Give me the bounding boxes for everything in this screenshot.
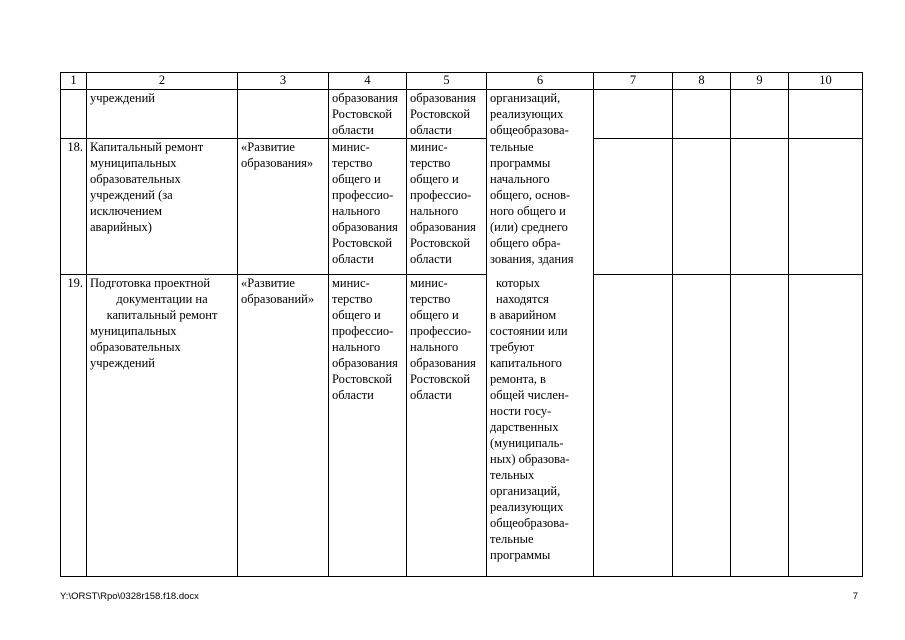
text-line: терство [332,292,373,306]
participant-cell [407,90,487,139]
text-line: общего и [410,308,459,322]
table-row [61,275,863,577]
text-line: области [332,252,374,266]
program-cell [238,139,329,275]
empty-cell [673,139,731,275]
header-col-6: 6 [487,73,594,90]
text-line: минис- [410,140,448,154]
text-line: общего и [410,172,459,186]
text-line: ных) образова- [490,451,570,466]
text-line: образования [332,356,398,370]
program-table [60,72,863,577]
text-line: терство [410,292,451,306]
text-line: организаций, [490,483,561,498]
text-line: требуют [490,339,535,354]
text-line: нального [332,340,381,354]
text-line: области [410,252,452,266]
header-col-7: 7 [594,73,673,90]
text-line: зования, здания [490,251,574,266]
indicator-cell [487,275,594,577]
text-line: нального [410,340,459,354]
text-line: дарственных [490,419,559,434]
indicator-cell [487,139,594,275]
text-line: общеобразова- [490,123,569,137]
text-line: (муниципаль- [490,435,564,450]
empty-cell [594,275,673,577]
table-row [61,90,863,139]
text-line: находятся [496,291,549,306]
text-line: общей числен- [490,387,569,402]
text-line: капитального [490,355,562,370]
text-line: образования [410,356,476,370]
header-col-5: 5 [407,73,487,90]
text-line: муниципальных [90,324,177,338]
text-line: (или) среднего [490,219,568,234]
text-line: Ростовской [410,107,471,121]
text-line: области [332,388,374,402]
text-line: нального [332,204,381,218]
empty-cell [789,90,863,139]
text-line: образований» [241,292,315,306]
empty-cell [731,90,789,139]
text-line: области [410,123,452,137]
text-line: образовательных [90,340,181,354]
row-number-cell: 18. [61,139,87,275]
participant-cell [407,139,487,275]
text-line: Ростовской [332,372,393,386]
text-line: учреждений [90,356,155,370]
participant-cell [407,275,487,577]
text-line: тельных [490,467,535,482]
text-line: общего и [332,172,381,186]
empty-cell [789,275,863,577]
text-line: Ростовской [332,107,393,121]
text-line: капитальный ремонт [106,308,218,322]
header-col-10: 10 [789,73,863,90]
text-line: области [332,123,374,137]
text-line: ремонта, в [490,371,546,386]
text-line: нального [410,204,459,218]
text-line: муниципальных [90,156,177,170]
text-line: Ростовской [410,236,471,250]
text-line: тельные [490,139,534,154]
executor-cell [329,139,407,275]
text-line: Ростовской [332,236,393,250]
empty-cell [673,275,731,577]
event-name-cell [87,139,238,275]
text-line: области [410,388,452,402]
text-line: образования [410,91,476,105]
header-col-4: 4 [329,73,407,90]
text-line: состоянии или [490,323,568,338]
empty-cell [594,90,673,139]
text-line: документации на [116,292,208,306]
text-line: «Развитие [241,276,295,290]
text-line: реализующих [490,499,564,514]
text-line: которых [496,275,540,290]
text-line: общего, основ- [490,187,571,202]
text-line: Ростовской [410,372,471,386]
page-number: 7 [852,591,858,602]
header-row [61,73,863,90]
header-col-2: 2 [87,73,238,90]
empty-cell [673,90,731,139]
text-line: общеобразова- [490,515,569,530]
text-line: образования [332,91,398,105]
text-line: аварийных) [90,220,152,234]
text-line: тельные [490,531,534,546]
text-line: общего и [332,308,381,322]
program-cell [238,275,329,577]
text-line: образования [410,220,476,234]
text-line: исключением [90,204,163,218]
text-line: профессио- [332,188,394,202]
text-line: терство [332,156,373,170]
text-line: Капитальный ремонт [90,140,204,154]
text-line: ности госу- [490,403,552,418]
row-number-cell: 19. [61,275,87,577]
footer-file-path: Y:\ORST\Rpo\0328r158.f18.docx [60,591,199,602]
event-name-cell [87,90,238,139]
text-line: Подготовка проектной [90,276,211,290]
header-col-9: 9 [731,73,789,90]
empty-cell [731,139,789,275]
text-line: учреждений (за [90,188,173,202]
text-line: реализующих [490,107,564,121]
event-name-cell [87,275,238,577]
text-line: терство [410,156,451,170]
program-cell [238,90,329,139]
table-row [61,139,863,275]
text-line: в аварийном [490,307,557,322]
text-line: образования» [241,156,314,170]
text-line: профессио- [332,324,394,338]
text-line: профессио- [410,188,472,202]
text-line: минис- [332,140,370,154]
text-line: начального [490,171,550,186]
text-line: минис- [332,276,370,290]
empty-cell [594,139,673,275]
header-col-8: 8 [673,73,731,90]
empty-cell [789,139,863,275]
text-line: организаций, [490,91,561,105]
executor-cell [329,275,407,577]
text-line: ного общего и [490,203,566,218]
executor-cell [329,90,407,139]
header-col-3: 3 [238,73,329,90]
text-line: образовательных [90,172,181,186]
empty-cell [731,275,789,577]
text-line: минис- [410,276,448,290]
text-line: программы [490,155,551,170]
text-line: «Развитие [241,140,295,154]
text-line: программы [490,547,551,562]
text-line: профессио- [410,324,472,338]
header-col-1: 1 [61,73,87,90]
row-number-cell [61,90,87,139]
indicator-cell [487,90,594,139]
text-line: общего обра- [490,235,561,250]
text-line: образования [332,220,398,234]
text-line: учреждений [90,91,155,105]
